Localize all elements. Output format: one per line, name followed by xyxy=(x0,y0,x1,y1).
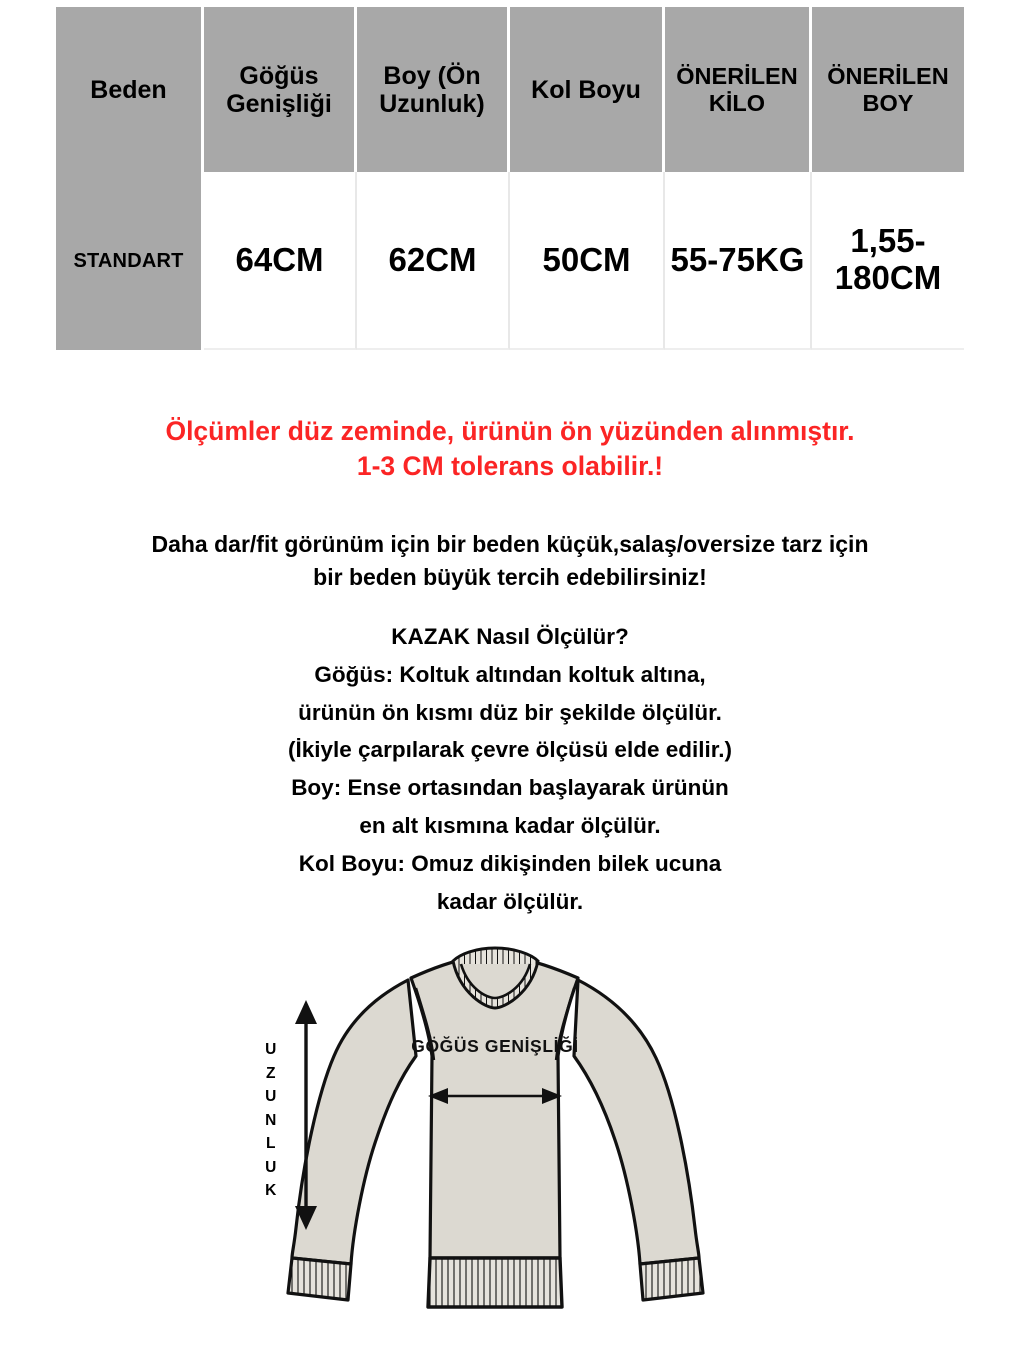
column-header-beden: Beden xyxy=(56,7,204,172)
howto-line-1: Göğüs: Koltuk altından koltuk altına, xyxy=(314,661,706,687)
howto-line-5: en alt kısmına kadar ölçülür. xyxy=(359,812,661,838)
hem-rib xyxy=(428,1258,562,1307)
cuff-rib-right xyxy=(640,1258,703,1300)
howto-line-4: Boy: Ense ortasından başlayarak ürünün xyxy=(291,775,729,801)
cell-sleeve-length: 50CM xyxy=(510,172,665,350)
howto-line-2: ürünün ön kısmı düz bir şekilde ölçülür. xyxy=(298,699,722,725)
length-label-letter: U xyxy=(265,1041,277,1058)
advice-line-1: Daha dar/fit görünüm için bir beden küçük,salaş/oversize tarz için xyxy=(151,531,869,557)
howto-title: KAZAK Nasıl Ölçülür? xyxy=(391,624,629,649)
length-label-letter: U xyxy=(265,1158,277,1176)
howto-line-3: (İkiyle çarpılarak çevre ölçüsü elde edilir.) xyxy=(288,737,732,763)
table-row xyxy=(56,172,964,350)
cell-recommended-weight: 55-75KG xyxy=(665,172,812,350)
column-header-onerilen-boy: ÖNERİLEN BOY xyxy=(812,7,964,172)
column-header-gogus-genisligi: Göğüs Genişliği xyxy=(204,7,357,172)
length-label-letter: Z xyxy=(266,1064,276,1082)
howto-line-7: kadar ölçülür. xyxy=(436,888,584,914)
length-label-letter: K xyxy=(265,1182,277,1200)
cell-length: 62CM xyxy=(357,172,510,350)
size-table xyxy=(56,7,964,350)
table-body xyxy=(56,172,964,350)
table-header xyxy=(56,7,964,172)
sweater-diagram xyxy=(248,928,748,1340)
column-header-kol-boyu: Kol Boyu xyxy=(510,7,665,172)
howto-line-6: Kol Boyu: Omuz dikişinden bilek ucuna xyxy=(298,850,722,876)
length-label xyxy=(256,1038,286,1203)
chest-width-label: GÖĞÜS GENİŞLİĞİ xyxy=(411,1036,579,1056)
cell-size: STANDART xyxy=(56,172,204,350)
measurement-warning xyxy=(0,414,1020,484)
cell-chest-width: 64CM xyxy=(204,172,357,350)
table-header-row xyxy=(56,7,964,172)
cuff-rib-left xyxy=(288,1258,351,1300)
column-header-onerilen-kilo: ÖNERİLEN KİLO xyxy=(665,7,812,172)
column-header-boy-on-uzunluk: Boy (Ön Uzunluk) xyxy=(357,7,510,172)
warning-line-2: 1-3 CM tolerans olabilir.! xyxy=(356,450,664,481)
fit-advice xyxy=(40,528,980,593)
length-label-letter: U xyxy=(265,1088,277,1106)
warning-line-1: Ölçümler düz zeminde, ürünün ön yüzünden alınmıştır. xyxy=(165,416,855,446)
cell-recommended-height: 1,55-180CM xyxy=(812,172,964,350)
advice-line-2: bir beden büyük tercih edebilirsiniz! xyxy=(313,563,707,590)
length-label-letter: N xyxy=(265,1111,277,1129)
length-label-letter: L xyxy=(266,1135,276,1153)
how-to-measure xyxy=(0,618,1020,920)
